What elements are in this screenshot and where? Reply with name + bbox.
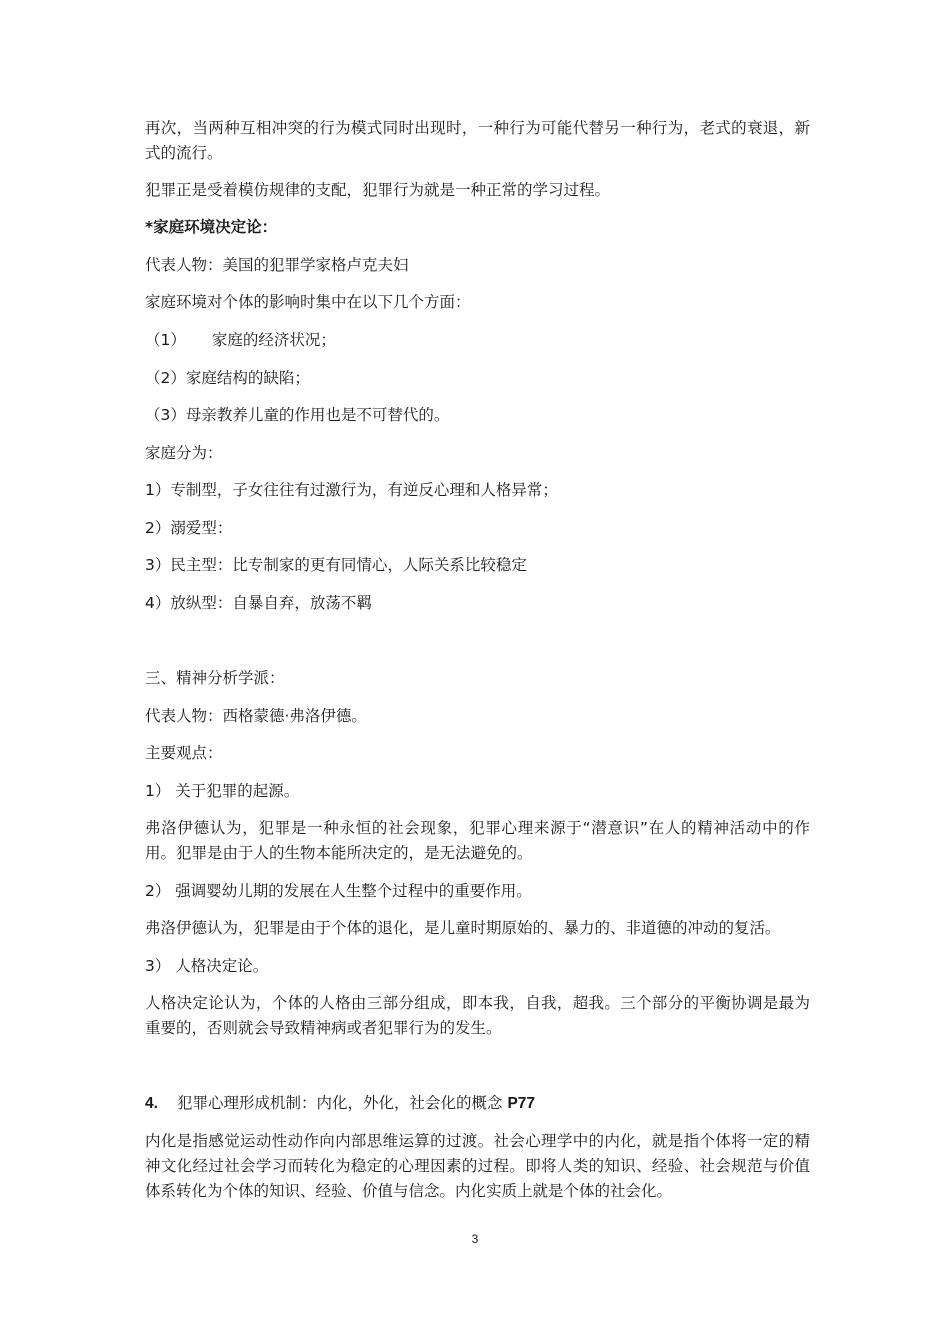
page-number: 3 [471, 1232, 479, 1246]
list-item-infancy-development: 2） 强调婴幼儿期的发展在人生整个过程中的重要作用。 [145, 882, 532, 900]
paragraph-family-types: 家庭分为： [145, 444, 223, 462]
paragraph-main-points: 主要观点： [145, 744, 223, 762]
list-item-origin-of-crime: 1） 关于犯罪的起源。 [145, 782, 300, 800]
paragraph-freud-regression: 弗洛伊德认为，犯罪是由于个体的退化，是儿童时期原始的、暴力的、非道德的冲动的复活。 [145, 919, 781, 937]
paragraph-imitation-replacement: 再次，当两种互相冲突的行为模式同时出现时，一种行为可能代替另一种行为，老式的衰退，新式的流行。 [145, 119, 810, 162]
heading-formation-mechanism [145, 1091, 810, 1116]
heading-psychoanalytic-school: 三、精神分析学派： [145, 669, 285, 687]
paragraph-id-ego-superego: 人格决定论认为，个体的人格由三部分组成，即本我，自我，超我。三个部分的平衡协调是最为重要的，否则就会导致精神病或者犯罪行为的发生。 [145, 994, 810, 1037]
section-title: 犯罪心理形成机制：内化，外化，社会化的概念 [177, 1094, 503, 1112]
paragraph-imitation-law: 犯罪正是受着模仿规律的支配，犯罪行为就是一种正常的学习过程。 [145, 181, 611, 199]
list-item-democratic: 3）民主型：比专制家的更有同情心，人际关系比较稳定 [145, 556, 527, 574]
page-reference: P77 [507, 1095, 536, 1112]
list-item-family-structure: （2）家庭结构的缺陷； [145, 369, 310, 387]
section-number: 4. [145, 1095, 158, 1112]
list-item-mother-role: （3）母亲教养儿童的作用也是不可替代的。 [145, 406, 450, 424]
list-item-permissive: 4）放纵型：自暴自弃，放荡不羁 [145, 594, 372, 612]
list-marker: （1） [145, 331, 186, 349]
paragraph-family-influence: 家庭环境对个体的影响时集中在以下几个方面： [145, 293, 471, 311]
list-item-indulgent: 2）溺爱型： [145, 519, 233, 537]
paragraph-representative-glueck: 代表人物：美国的犯罪学家格卢克夫妇 [145, 256, 409, 274]
paragraph-freud-unconscious: 弗洛伊德认为，犯罪是一种永恒的社会现象，犯罪心理来源于“潜意识”在人的精神活动中的作用。犯罪是由于人的生物本能所决定的，是无法避免的。 [145, 819, 810, 862]
paragraph-representative-freud: 代表人物：西格蒙德·弗洛伊德。 [145, 707, 367, 725]
list-item-authoritarian: 1）专制型，子女往往有过激行为，有逆反心理和人格异常； [145, 481, 558, 499]
list-item-economic-status [145, 328, 810, 353]
heading-family-environment: *家庭环境决定论： [145, 218, 278, 236]
paragraph-internalization: 内化是指感觉运动性动作向内部思维运算的过渡。社会心理学中的内化，就是指个体将一定的精神文化经过社会学习而转化为稳定的心理因素的过程。即将人类的知识、经验、社会规范与价值体系转化为个体的知识、经验、价值与信念。内化实质上就是个体的社会化。 [145, 1132, 810, 1200]
list-item-personality-determinism: 3） 人格决定论。 [145, 957, 269, 975]
list-text: 家庭的经济状况； [211, 331, 336, 349]
